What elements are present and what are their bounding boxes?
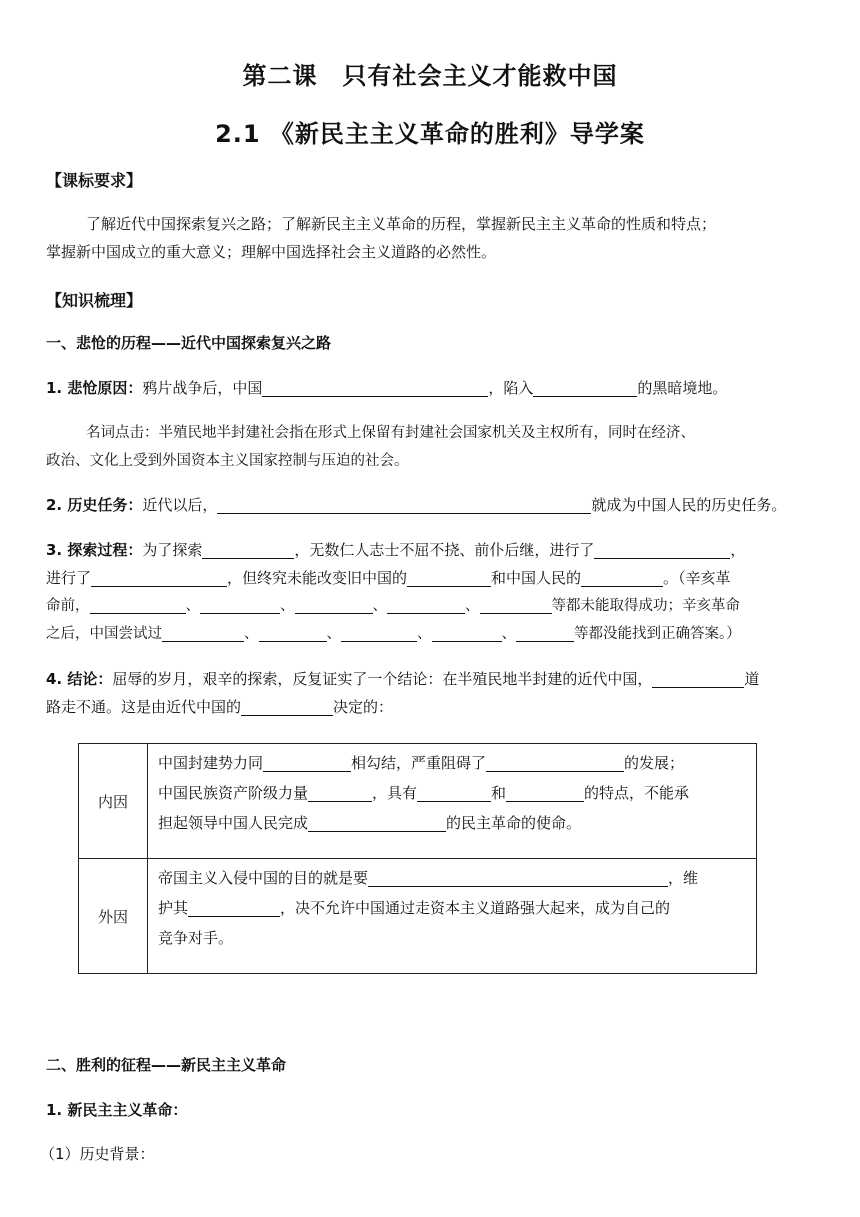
fill-blank[interactable] (217, 497, 591, 514)
historical-background-label: （1）历史背景： (40, 1145, 155, 1163)
new-democratic-revolution-label: 1. 新民主主义革命： (46, 1101, 188, 1119)
fill-blank[interactable] (506, 785, 584, 802)
item-label: 1. 悲怆原因： (46, 379, 143, 397)
fill-blank[interactable] (241, 699, 333, 716)
fill-blank[interactable] (533, 380, 637, 397)
fill-blank[interactable] (90, 597, 186, 614)
fill-blank[interactable] (188, 900, 280, 917)
item-historic-task: 2. 历史任务：近代以后， 就成为中国人民的历史任务。 (46, 496, 787, 514)
item-exploration-line-1: 3. 探索过程：为了探索 ，无数仁人志士不屈不挠、前仆后继，进行了 ， (46, 541, 746, 559)
item-conclusion-line-2: 路走不通。这是由近代中国的 决定的： (46, 698, 394, 716)
fill-blank[interactable] (368, 870, 668, 887)
fill-blank[interactable] (652, 671, 744, 688)
fill-blank[interactable] (308, 785, 372, 802)
fill-blank[interactable] (417, 785, 491, 802)
fill-blank[interactable] (594, 542, 730, 559)
inner-cause-label: 内因 (79, 744, 148, 859)
fill-blank[interactable] (162, 625, 244, 642)
fill-blank[interactable] (341, 625, 417, 642)
fill-blank[interactable] (387, 597, 465, 614)
item-exploration-line-3: 命前， 、 、 、 、 等都未能取得成功；辛亥革命 (46, 598, 740, 614)
item-label: 2. 历史任务： (46, 496, 143, 514)
fill-blank[interactable] (262, 380, 488, 397)
reasons-table (78, 743, 757, 974)
fill-blank[interactable] (202, 542, 294, 559)
outer-cause-content: 帝国主义入侵中国的目的就是要 ，维 护其 ，决不允许中国通过走资本主义道路强大起来，成为自己的 竞争对手。 (148, 859, 757, 974)
item-label: 4. 结论： (46, 670, 113, 688)
fill-blank[interactable] (432, 625, 502, 642)
fill-blank[interactable] (407, 570, 491, 587)
fill-blank[interactable] (308, 815, 446, 832)
section-title: 2.1 《新民主主义革命的胜利》导学案 (215, 120, 645, 148)
fill-blank[interactable] (480, 597, 552, 614)
inner-cause-content: 中国封建势力同 相勾结，严重阻碍了 的发展； 中国民族资产阶级力量 ，具有 和 的特点，不能承 担起领导中国人民完成 的民主革命的使命。 (148, 744, 757, 859)
fill-blank[interactable] (581, 570, 663, 587)
curriculum-text-line-2: 掌握新中国成立的重大意义；理解中国选择社会主义道路的必然性。 (46, 243, 497, 261)
item-cause: 1. 悲怆原因：鸦片战争后，中国 ，陷入 的黑暗境地。 (46, 379, 728, 397)
item-exploration-line-4: 之后，中国尝试过 、 、 、 、 等都没能找到正确答案。） (46, 626, 741, 642)
fill-blank[interactable] (516, 625, 574, 642)
fill-blank[interactable] (295, 597, 373, 614)
table-row (79, 744, 757, 859)
term-note-line-2: 政治、文化上受到外国资本主义国家控制与压迫的社会。 (46, 453, 409, 469)
item-exploration-line-2: 进行了 ，但终究未能改变旧中国的 和中国人民的 。（辛亥革 (46, 569, 731, 587)
part-two-heading: 二、胜利的征程——新民主主义革命 (46, 1056, 287, 1074)
item-conclusion-line-1: 4. 结论：屈辱的岁月，艰辛的探索，反复证实了一个结论：在半殖民地半封建的近代中国， 道 (46, 670, 760, 688)
lesson-title: 第二课 只有社会主义才能救中国 (242, 62, 618, 90)
term-note-line-1: 名词点击：半殖民地半封建社会指在形式上保留有封建社会国家机关及主权所有，同时在经济、 (86, 425, 695, 441)
knowledge-heading: 【知识梳理】 (46, 291, 143, 310)
table-row (79, 859, 757, 974)
fill-blank[interactable] (486, 755, 624, 772)
curriculum-heading: 【课标要求】 (46, 171, 143, 190)
outer-cause-label: 外因 (79, 859, 148, 974)
fill-blank[interactable] (259, 625, 327, 642)
part-one-heading: 一、悲怆的历程——近代中国探索复兴之路 (46, 334, 332, 352)
fill-blank[interactable] (91, 570, 227, 587)
curriculum-text-line-1: 了解近代中国探索复兴之路；了解新民主主义革命的历程，掌握新民主主义革命的性质和特点； (86, 215, 717, 233)
fill-blank[interactable] (263, 755, 351, 772)
item-label: 3. 探索过程： (46, 541, 143, 559)
fill-blank[interactable] (200, 597, 280, 614)
